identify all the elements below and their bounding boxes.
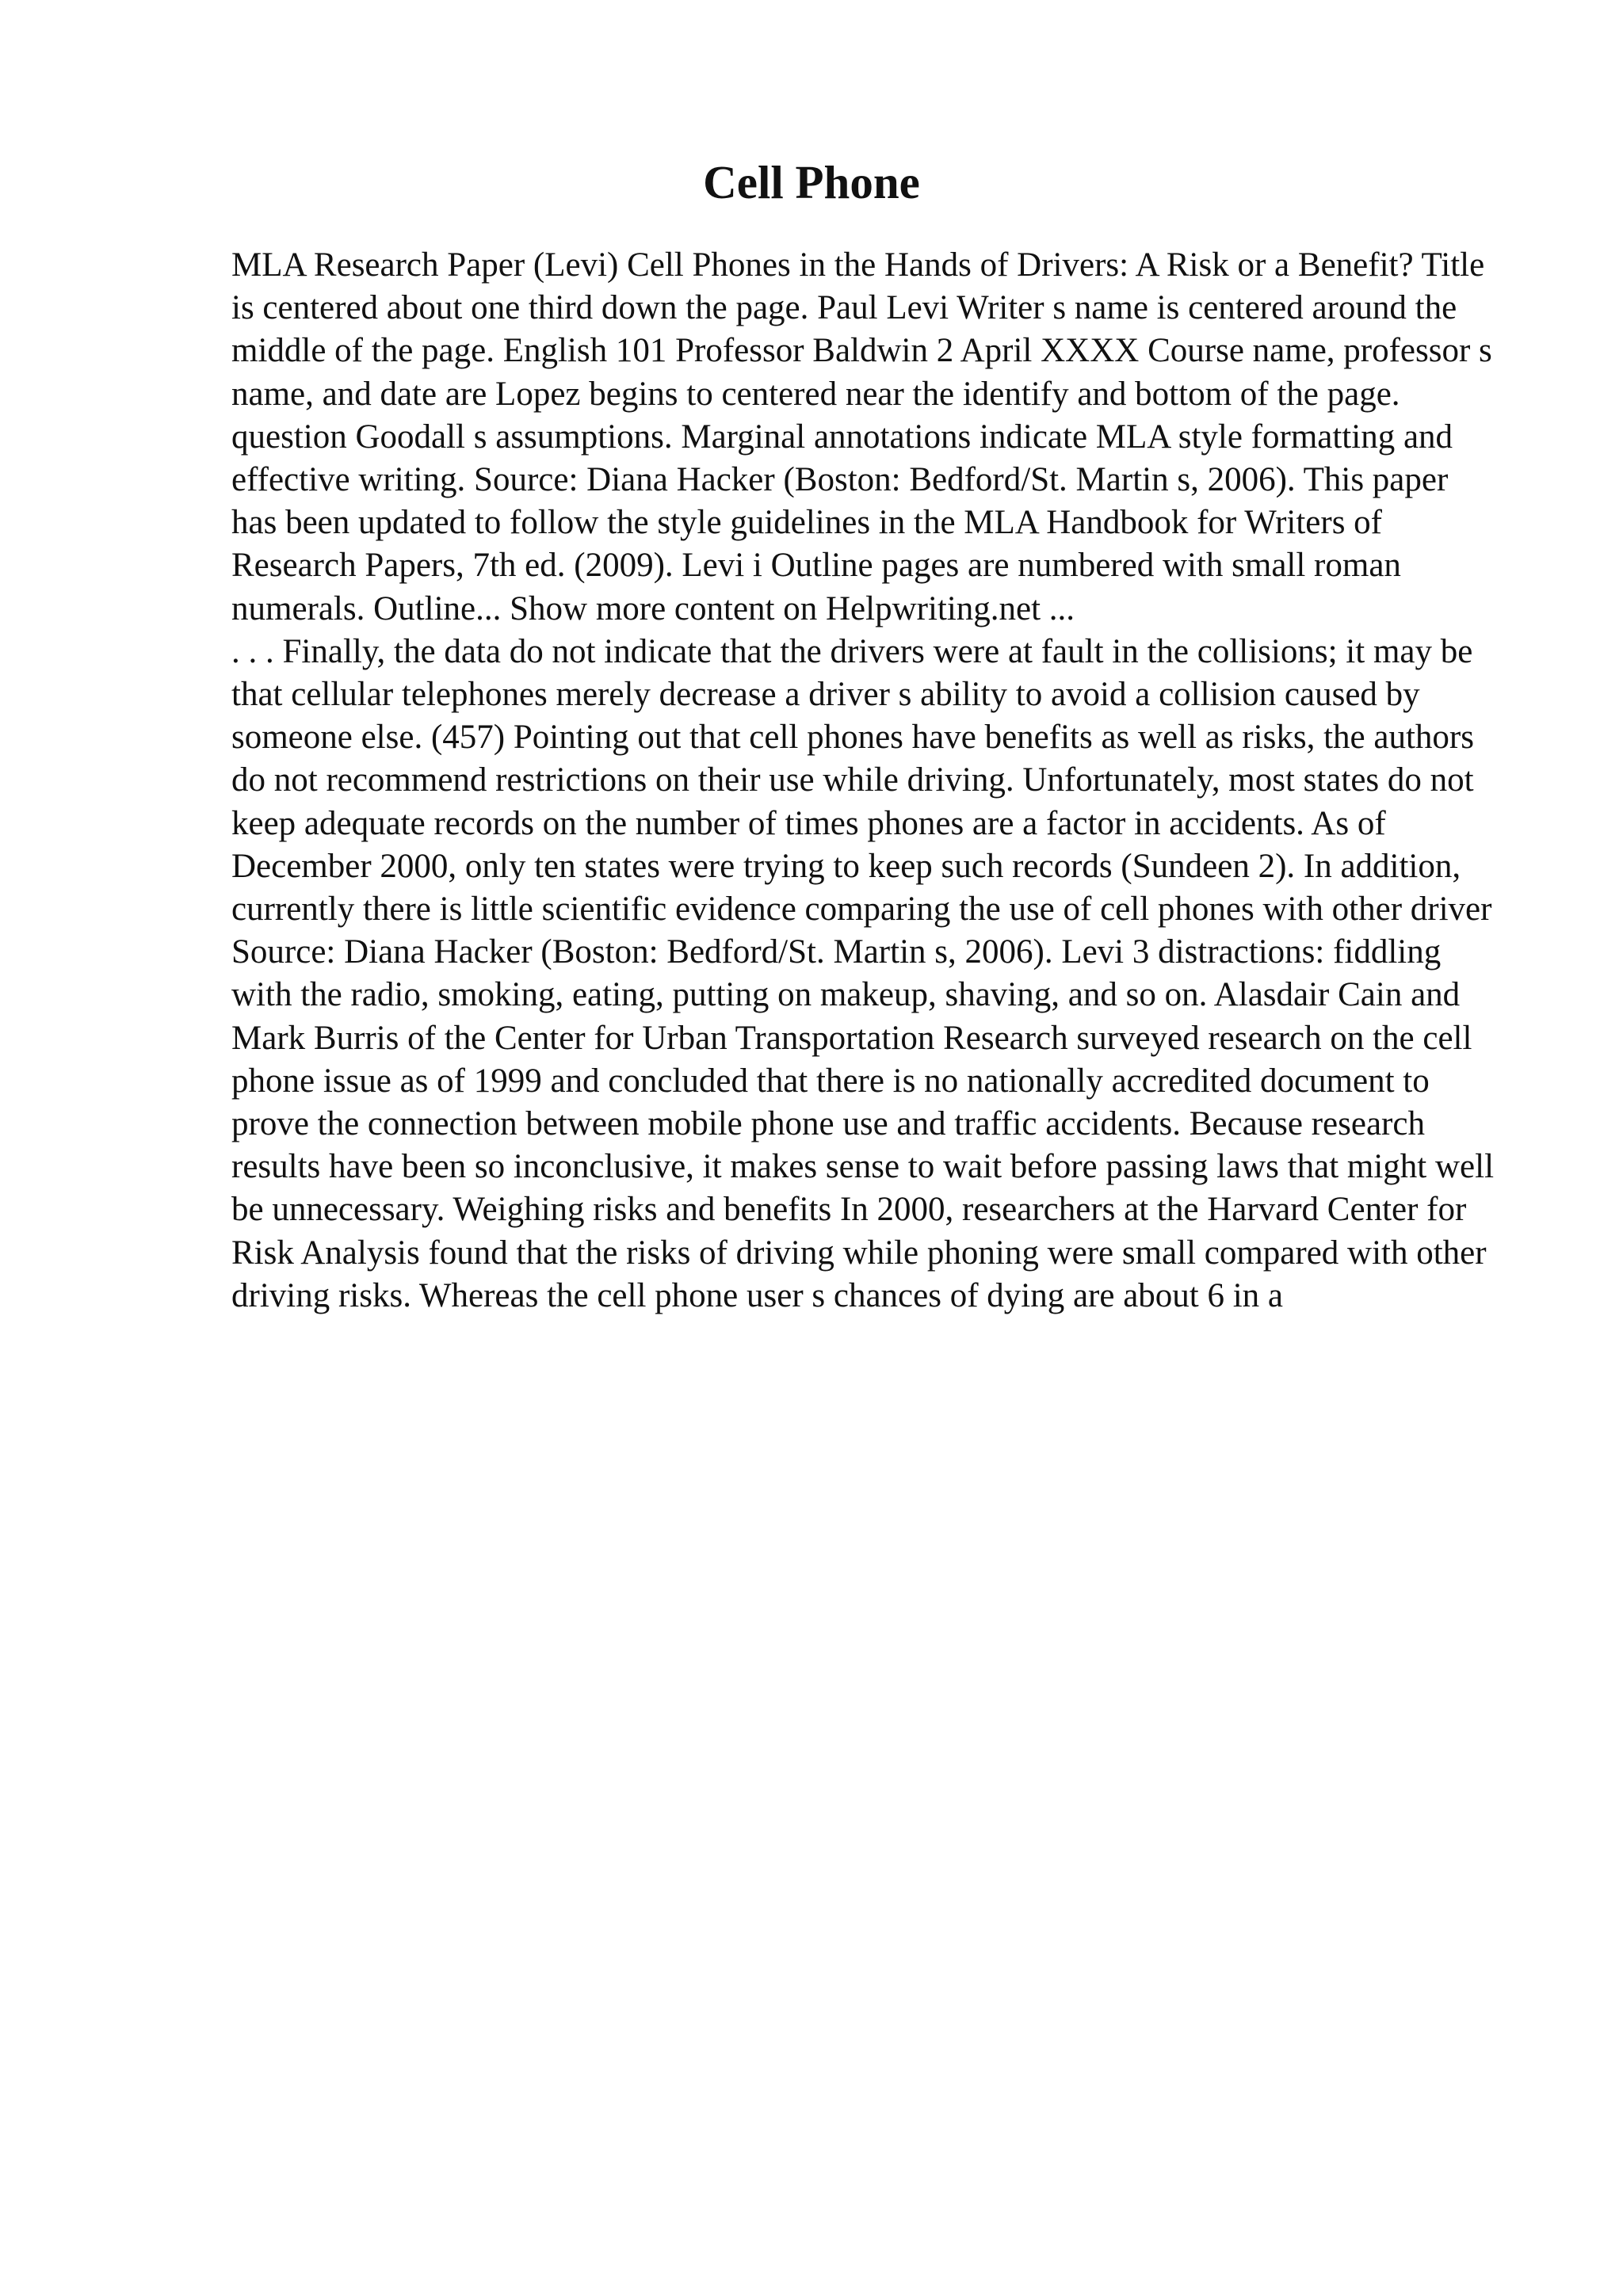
paragraph-intro: MLA Research Paper (Levi) Cell Phones in the Hands of Drivers: A Risk or a Benefit? Title is centered about one third down the page. Paul Levi Writer s name is centered around the middle of the page. English 101 Professor Baldwin 2 April XXXX Course name, professor s name, and date are Lopez begins to centered near the identify and bottom of the page. question Goodall s assumptions. Marginal annotations indicate MLA style formatting and effective writing. Source: Diana Hacker (Boston: Bedford/St. Martin s, 2006). This paper has been updated to follow the style guidelines in the MLA Handbook for Writers of Research Papers, 7th ed. (2009). Levi i Outline pages are numbered with small roman numerals. Outline... Show more content on Helpwriting.net ... — [231, 246, 1492, 627]
document-title: Cell Phone — [703, 156, 920, 208]
document-body — [231, 244, 1499, 1318]
paragraph-excerpt: . . . Finally, the data do not indicate that the drivers were at fault in the collisions; it may be that cellular telephones merely decrease a driver s ability to avoid a collision caused by someone else. (457) Pointing out that cell phones have benefits as well as risks, the authors do not recommend restrictions on their use while driving. Unfortunately, most states do not keep adequate records on the number of times phones are a factor in accidents. As of December 2000, only ten states were trying to keep such records (Sundeen 2). In addition, currently there is little scientific evidence comparing the use of cell phones with other driver Source: Diana Hacker (Boston: Bedford/St. Martin s, 2006). Levi 3 distractions: fiddling with the radio, smoking, eating, putting on makeup, shaving, and so on. Alasdair Cain and Mark Burris of the Center for Urban Transportation Research surveyed research on the cell phone issue as of 1999 and concluded that there is no nationally accredited document to prove the connection between mobile phone use and traffic accidents. Because research results have been so inconclusive, it makes sense to wait before passing laws that might well be unnecessary. Weighing risks and benefits In 2000, researchers at the Harvard Center for Risk Analysis found that the risks of driving while phoning were small compared with other driving risks. Whereas the cell phone user s chances of dying are about 6 in a — [231, 632, 1495, 1314]
